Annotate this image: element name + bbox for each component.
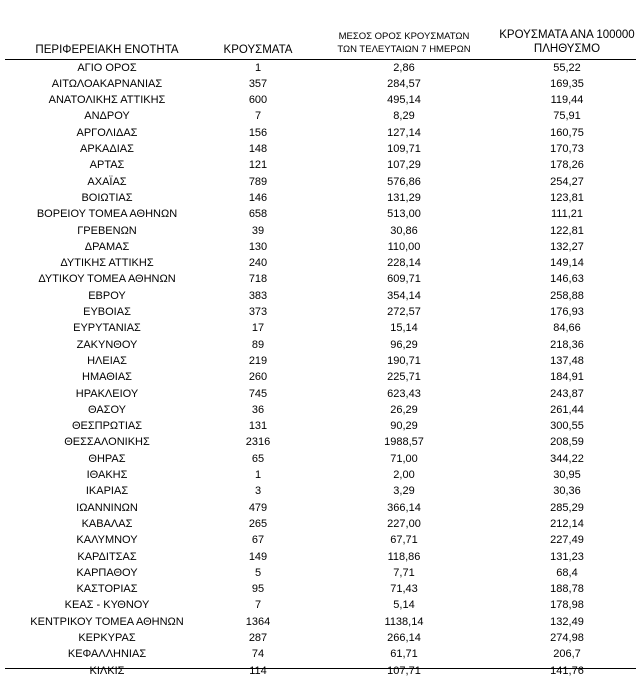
cases-value: 95 (251, 583, 265, 596)
cases-value: 265 (248, 517, 268, 530)
per100k-value: 55,22 (553, 61, 581, 74)
avg-value: 26,29 (390, 403, 418, 416)
cases-value: 7 (254, 599, 262, 612)
per100k-value: 300,55 (550, 420, 584, 433)
avg-value: 30,86 (390, 224, 418, 237)
table-row (0, 500, 642, 516)
table-row (0, 157, 642, 173)
avg-value: 96,29 (390, 338, 418, 351)
table-row (0, 108, 642, 124)
region-name: ΔΥΤΙΚΗΣ ΑΤΤΙΚΗΣ (60, 257, 154, 270)
per100k-value: 169,35 (550, 77, 584, 90)
table-row (0, 239, 642, 255)
cases-value: 65 (251, 452, 265, 465)
region-name: ΑΡΓΟΛΙΔΑΣ (76, 126, 138, 139)
table-row (0, 418, 642, 434)
per100k-value: 178,26 (550, 159, 584, 172)
cases-value: 1364 (245, 615, 271, 628)
region-name: ΗΡΑΚΛΕΙΟΥ (75, 387, 139, 400)
table-row (0, 532, 642, 548)
cases-value: 131 (248, 420, 268, 433)
per100k-value: 111,21 (550, 208, 583, 221)
per100k-value: 285,29 (550, 501, 584, 514)
per100k-value: 208,59 (550, 436, 584, 449)
table-row (0, 483, 642, 499)
cases-value: 121 (248, 159, 268, 172)
cases-value: 89 (251, 338, 265, 351)
per100k-value: 30,95 (553, 469, 581, 481)
table-row (0, 467, 642, 483)
header-per-100k (488, 28, 642, 56)
region-name: ΚΕΑΣ - ΚΥΘΝΟΥ (64, 599, 150, 612)
region-name: ΑΡΚΑΔΙΑΣ (80, 143, 134, 155)
avg-value: 1138,14 (384, 615, 424, 628)
avg-value: 110,00 (387, 240, 421, 253)
cases-value: 287 (248, 632, 268, 644)
avg-value: 127,14 (387, 126, 421, 139)
region-name: ΕΒΡΟΥ (88, 289, 126, 302)
per100k-value: 212,14 (550, 517, 584, 530)
header-per100k-line-1: ΚΡΟΥΣΜΑΤΑ ΑΝΑ 100000 (499, 29, 635, 41)
cases-value: 74 (251, 648, 265, 661)
region-name: ΗΛΕΙΑΣ (87, 354, 127, 367)
cases-value: 373 (248, 306, 268, 318)
per100k-value: 344,22 (550, 452, 584, 465)
avg-value: 8,29 (393, 110, 415, 123)
per100k-value: 123,81 (550, 191, 584, 204)
region-name: ΑΙΤΩΛΟΑΚΑΡΝΑΝΙΑΣ (51, 77, 163, 90)
table-row (0, 646, 642, 662)
cases-value: 67 (251, 534, 265, 547)
cases-value: 149 (248, 550, 268, 563)
avg-value: 513,00 (387, 208, 421, 221)
avg-value: 190,71 (387, 354, 421, 367)
cases-value: 114 (249, 664, 267, 677)
avg-value: 623,43 (387, 387, 421, 400)
per100k-value: 274,98 (550, 632, 584, 644)
region-name: ΓΡΕΒΕΝΩΝ (77, 224, 137, 237)
header-region: ΠΕΡΙΦΕΡΕΙΑΚΗ ΕΝΟΤΗΤΑ (35, 44, 179, 56)
header-cases: ΚΡΟΥΣΜΑΤΑ (223, 44, 293, 56)
table-row (0, 614, 642, 630)
avg-value: 495,14 (387, 94, 421, 107)
table-row (0, 125, 642, 141)
region-name: ΖΑΚΥΝΘΟΥ (76, 338, 138, 351)
per100k-value: 75,91 (553, 110, 581, 123)
region-name: ΘΑΣΟΥ (87, 403, 127, 416)
avg-value: 225,71 (387, 371, 421, 384)
region-name: ΑΝΑΤΟΛΙΚΗΣ ΑΤΤΙΚΗΣ (48, 94, 166, 107)
avg-value: 5,14 (393, 599, 415, 612)
cases-value: 5 (254, 566, 262, 579)
table-row (0, 597, 642, 613)
cases-value: 600 (248, 94, 268, 107)
avg-value: 131,29 (387, 191, 421, 204)
region-name: ΘΕΣΣΑΛΟΝΙΚΗΣ (64, 436, 150, 449)
avg-value: 1988,57 (384, 436, 424, 449)
per100k-value: 178,98 (550, 599, 584, 612)
per100k-value: 160,75 (550, 126, 584, 139)
table-row (0, 451, 642, 467)
table-row (0, 190, 642, 206)
cases-value: 3 (254, 485, 262, 498)
avg-value: 3,29 (393, 485, 415, 498)
avg-value: 609,71 (387, 273, 421, 286)
per100k-value: 184,91 (550, 371, 584, 384)
per100k-value: 137,48 (550, 354, 584, 367)
cases-value: 130 (248, 240, 268, 253)
table-row (0, 434, 642, 450)
cases-value: 39 (251, 224, 265, 237)
per100k-value: 227,49 (550, 534, 584, 547)
region-name: ΚΑΣΤΟΡΙΑΣ (76, 583, 138, 596)
cases-value: 479 (248, 501, 268, 514)
table-row (0, 581, 642, 597)
region-name: ΔΡΑΜΑΣ (84, 240, 130, 253)
table-row (0, 92, 642, 108)
table-row (0, 141, 642, 157)
cases-value: 260 (248, 371, 268, 384)
per100k-value: 261,44 (550, 403, 584, 416)
avg-value: 2,86 (393, 61, 415, 74)
region-name: ΗΜΑΘΙΑΣ (82, 371, 132, 384)
cases-value: 1 (254, 469, 262, 481)
table-row (0, 516, 642, 532)
per100k-value: 258,88 (550, 289, 584, 302)
per100k-value: 218,36 (550, 338, 584, 351)
cases-value: 7 (254, 110, 262, 123)
cases-value: 357 (248, 77, 268, 90)
region-name: ΕΥΒΟΙΑΣ (83, 306, 131, 318)
avg-value: 272,57 (387, 306, 421, 318)
region-name: ΑΓΙΟ ΟΡΟΣ (77, 61, 137, 74)
header-per100k-line-2: ΠΛΗΘΥΣΜΟ (533, 43, 601, 55)
per100k-value: 119,44 (550, 94, 584, 107)
avg-value: 71,00 (390, 452, 418, 465)
avg-value: 118,86 (387, 550, 421, 563)
per100k-value: 84,66 (553, 322, 581, 335)
table-row (0, 386, 642, 402)
region-name: ΚΕΝΤΡΙΚΟΥ ΤΟΜΕΑ ΑΘΗΝΩΝ (30, 615, 184, 628)
table-row (0, 304, 642, 320)
per100k-value: 243,87 (550, 387, 584, 400)
table-row (0, 255, 642, 271)
region-name: ΙΩΑΝΝΙΝΩΝ (76, 501, 138, 514)
cases-value: 658 (248, 208, 268, 221)
region-name: ΙΚΑΡΙΑΣ (85, 485, 129, 498)
region-name: ΚΕΦΑΛΛΗΝΙΑΣ (67, 648, 147, 661)
region-name: ΚΑΒΑΛΑΣ (81, 517, 133, 530)
cases-value: 219 (248, 354, 268, 367)
table-row (0, 402, 642, 418)
avg-value: 284,57 (387, 77, 421, 90)
region-name: ΚΑΡΔΙΤΣΑΣ (77, 550, 137, 563)
cases-value: 2316 (245, 436, 271, 449)
avg-value: 67,71 (390, 534, 418, 547)
region-name: ΘΗΡΑΣ (88, 452, 126, 465)
region-name: ΚΑΡΠΑΘΟΥ (76, 566, 138, 579)
cases-value: 240 (248, 257, 268, 270)
table-row (0, 353, 642, 369)
cases-value: 383 (248, 289, 268, 302)
footer-rule (5, 668, 636, 669)
region-name: ΑΧΑΪΑΣ (87, 175, 127, 188)
per100k-value: 30,36 (553, 485, 581, 498)
avg-value: 71,43 (390, 583, 418, 596)
per100k-value: 206,7 (553, 648, 581, 661)
header-avg-line-2: ΤΩΝ ΤΕΛΕΥΤΑΙΩΝ 7 ΗΜΕΡΩΝ (337, 44, 471, 55)
region-name: ΘΕΣΠΡΩΤΙΑΣ (71, 420, 143, 433)
table-row (0, 288, 642, 304)
region-name: ΚΙΛΚΙΣ (89, 664, 125, 677)
cases-value: 789 (248, 175, 268, 188)
cases-value: 718 (248, 273, 268, 286)
per100k-value: 132,49 (550, 615, 584, 628)
avg-value: 228,14 (387, 257, 421, 270)
table-row (0, 565, 642, 581)
table-row (0, 206, 642, 222)
per100k-value: 149,14 (550, 257, 584, 270)
cases-value: 146 (248, 191, 268, 204)
table-row (0, 549, 642, 565)
cases-value: 36 (251, 403, 265, 416)
table-row (0, 369, 642, 385)
avg-value: 90,29 (390, 420, 418, 433)
per100k-value: 146,63 (550, 273, 584, 286)
avg-value: 366,14 (387, 501, 421, 514)
per100k-value: 141,76 (550, 664, 584, 677)
avg-value: 109,71 (387, 143, 421, 155)
avg-value: 15,14 (390, 322, 418, 335)
region-name: ΒΟΡΕΙΟΥ ΤΟΜΕΑ ΑΘΗΝΩΝ (36, 208, 178, 221)
table-row (0, 337, 642, 353)
table-row (0, 60, 642, 76)
table-row (0, 663, 642, 679)
region-name: ΑΝΔΡΟΥ (84, 110, 130, 123)
per100k-value: 176,93 (550, 306, 584, 318)
per100k-value: 254,27 (550, 175, 584, 188)
cases-value: 17 (251, 322, 265, 335)
header-avg-line-1: ΜΕΣΟΣ ΟΡΟΣ ΚΡΟΥΣΜΑΤΩΝ (338, 31, 470, 42)
per100k-value: 131,23 (550, 550, 584, 563)
per100k-value: 132,27 (550, 240, 584, 253)
region-name: ΚΕΡΚΥΡΑΣ (78, 632, 136, 644)
per100k-value: 122,81 (550, 224, 584, 237)
per100k-value: 170,73 (550, 143, 584, 155)
table-row (0, 320, 642, 336)
region-name: ΙΘΑΚΗΣ (86, 469, 128, 481)
per100k-value: 188,78 (550, 583, 584, 596)
avg-value: 2,00 (393, 469, 415, 481)
avg-value: 107,29 (387, 159, 421, 172)
avg-value: 61,71 (390, 648, 418, 661)
header-avg-7-days (325, 30, 483, 56)
avg-value: 107,71 (387, 664, 421, 677)
table-row (0, 630, 642, 646)
cases-value: 156 (248, 126, 268, 139)
avg-value: 266,14 (387, 632, 421, 644)
avg-value: 227,00 (387, 517, 421, 530)
region-name: ΕΥΡΥΤΑΝΙΑΣ (73, 322, 141, 335)
cases-value: 148 (248, 143, 268, 155)
table-row (0, 76, 642, 92)
avg-value: 576,86 (387, 175, 421, 188)
table-row (0, 223, 642, 239)
cases-value: 1 (254, 61, 262, 74)
avg-value: 7,71 (393, 566, 415, 579)
table-row (0, 271, 642, 287)
region-name: ΑΡΤΑΣ (89, 159, 125, 172)
cases-value: 745 (248, 387, 268, 400)
table-row (0, 174, 642, 190)
region-name: ΒΟΙΩΤΙΑΣ (81, 191, 133, 204)
avg-value: 354,14 (387, 289, 421, 302)
per100k-value: 68,4 (556, 566, 578, 579)
region-name: ΚΑΛΥΜΝΟΥ (76, 534, 138, 547)
region-name: ΔΥΤΙΚΟΥ ΤΟΜΕΑ ΑΘΗΝΩΝ (38, 273, 176, 286)
